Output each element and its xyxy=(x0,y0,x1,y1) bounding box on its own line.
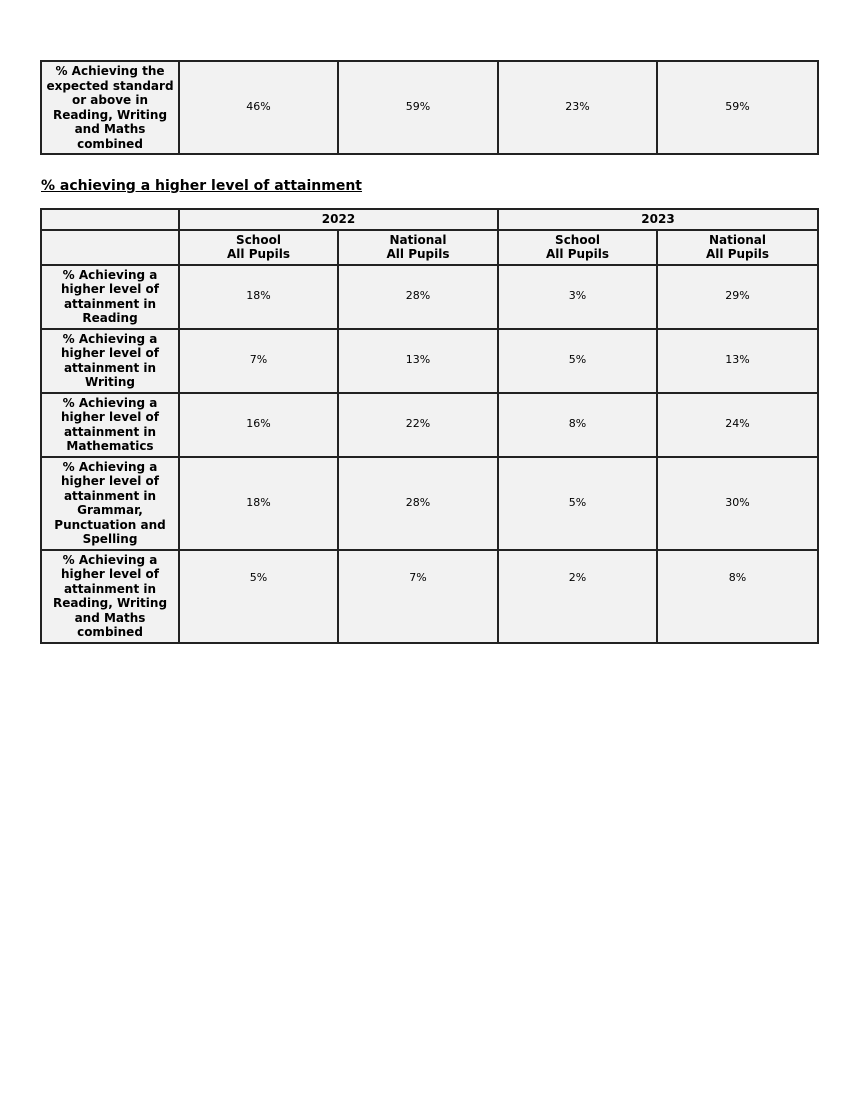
row-label: % Achieving a higher level of attainment in Writing xyxy=(41,329,179,393)
value-cell: 5% xyxy=(498,457,657,550)
value-cell: 5% xyxy=(498,329,657,393)
column-header-line2: All Pupils xyxy=(546,247,609,261)
value-cell: 5% xyxy=(179,550,338,643)
value-cell: 59% xyxy=(657,61,818,154)
row-label: % Achieving the expected standard or above in Reading, Writing and Maths combined xyxy=(41,61,179,154)
empty-header-cell xyxy=(41,230,179,265)
column-header xyxy=(179,230,338,265)
column-header xyxy=(338,230,498,265)
table-row xyxy=(41,265,818,329)
value-cell: 7% xyxy=(179,329,338,393)
column-header-line1: National xyxy=(709,232,766,247)
empty-header-cell xyxy=(41,209,179,230)
row-label: % Achieving a higher level of attainment in Reading, Writing and Maths combined xyxy=(41,550,179,643)
value-cell: 13% xyxy=(338,329,498,393)
value-cell: 29% xyxy=(657,265,818,329)
value-cell: 7% xyxy=(338,550,498,643)
value-cell: 18% xyxy=(179,265,338,329)
value-cell: 23% xyxy=(498,61,657,154)
column-header-line2: All Pupils xyxy=(386,247,450,261)
table-row xyxy=(41,393,818,457)
value-cell: 3% xyxy=(498,265,657,329)
value-cell: 30% xyxy=(657,457,818,550)
value-cell: 46% xyxy=(179,61,338,154)
year-header-2023: 2023 xyxy=(498,209,818,230)
column-header-line1: School xyxy=(236,232,281,247)
table-row xyxy=(41,550,818,643)
column-header-row xyxy=(41,230,818,265)
section-heading: % achieving a higher level of attainment xyxy=(41,178,363,194)
table-row xyxy=(41,457,818,550)
value-cell: 59% xyxy=(338,61,498,154)
column-header-line1: School xyxy=(555,232,600,247)
column-header-line1: National xyxy=(389,232,447,247)
value-cell: 8% xyxy=(657,550,818,643)
table-row xyxy=(41,329,818,393)
value-cell: 2% xyxy=(498,550,657,643)
higher-attainment-table xyxy=(40,208,819,644)
table-row xyxy=(41,61,818,154)
value-cell: 22% xyxy=(338,393,498,457)
value-cell: 28% xyxy=(338,265,498,329)
row-label: % Achieving a higher level of attainment in Grammar, Punctuation and Spelling xyxy=(41,457,179,550)
value-cell: 8% xyxy=(498,393,657,457)
value-cell: 18% xyxy=(179,457,338,550)
value-cell: 24% xyxy=(657,393,818,457)
value-cell: 13% xyxy=(657,329,818,393)
column-header-line2: All Pupils xyxy=(706,247,769,261)
combined-standard-table xyxy=(40,60,819,155)
year-header-2022: 2022 xyxy=(179,209,498,230)
row-label: % Achieving a higher level of attainment in Reading xyxy=(41,265,179,329)
year-header-row xyxy=(41,209,818,230)
column-header-line2: All Pupils xyxy=(227,247,290,261)
value-cell: 16% xyxy=(179,393,338,457)
column-header xyxy=(657,230,818,265)
value-cell: 28% xyxy=(338,457,498,550)
column-header xyxy=(498,230,657,265)
row-label: % Achieving a higher level of attainment in Mathematics xyxy=(41,393,179,457)
